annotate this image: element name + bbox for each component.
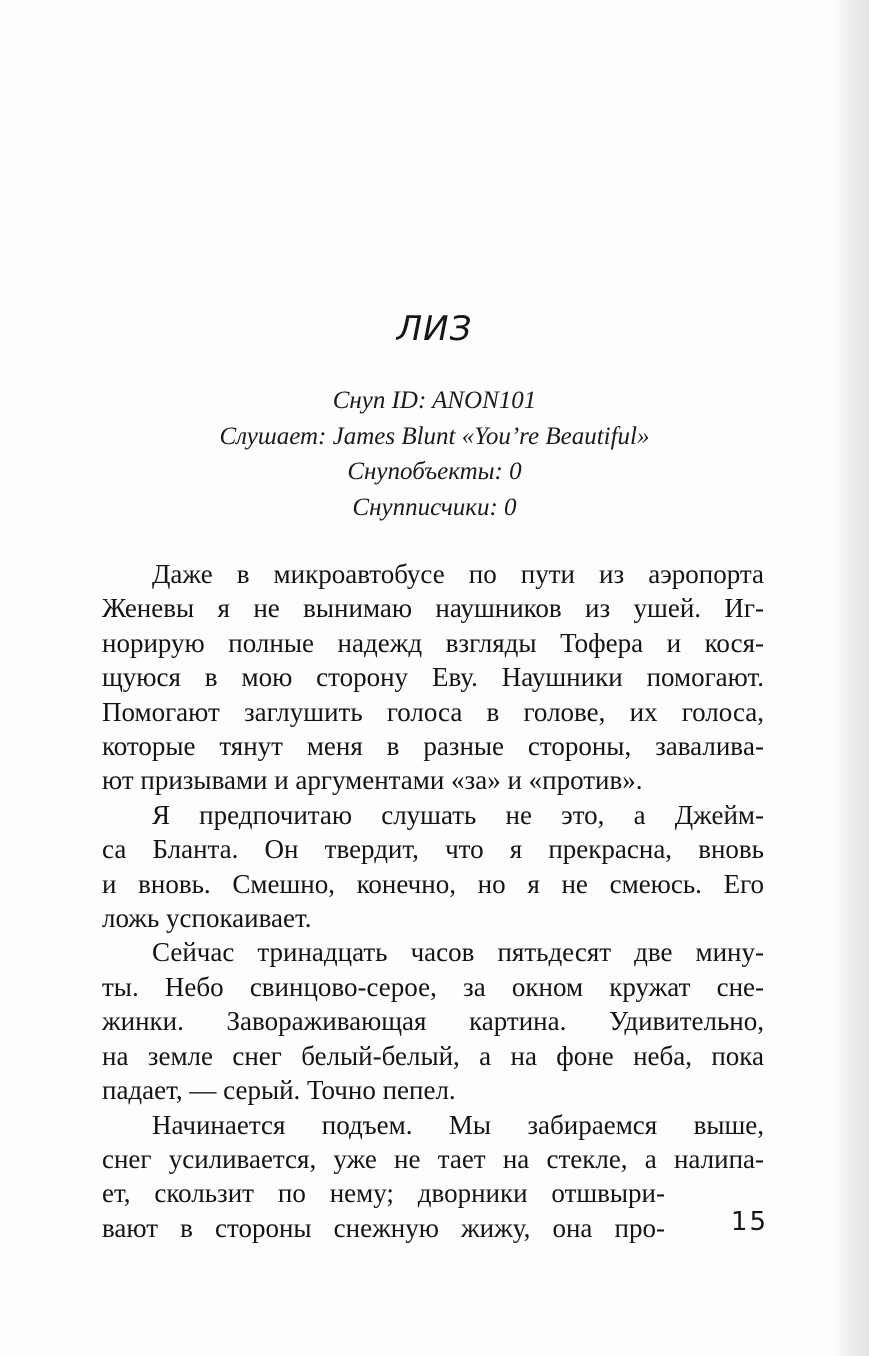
text-line: падает, — серый. Точно пепел. <box>102 1075 456 1106</box>
text-line: на земле снег белый-белый, а на фоне неба, пока <box>102 1040 764 1071</box>
text-line: Помогают заглушить голоса в голове, их голоса, <box>102 696 764 727</box>
text-line: снег усиливается, уже не тает на стекле, а налипа- <box>102 1143 764 1174</box>
snoop-writers-line: Снупписчики: 0 <box>352 493 517 521</box>
text-line: Начинается подъем. Мы забираемся выше, <box>152 1109 764 1140</box>
text-line: жинки. Завораживающая картина. Удивительно, <box>102 1006 764 1037</box>
text-line: и вновь. Смешно, конечно, но я не смеюсь. Его <box>102 868 764 899</box>
listening-line: Слушает: James Blunt «You’re Beautiful» <box>219 422 650 450</box>
text-line: ет, скользит по нему; дворники отшвыри- <box>102 1178 665 1209</box>
text-line: вают в стороны снежную жижу, она про- <box>102 1212 665 1243</box>
text-line: ют призывами и аргументами «за» и «против». <box>102 765 643 796</box>
text-line: са Бланта. Он твердит, что я прекрасна, вновь <box>102 834 764 865</box>
text-line: которые тянут меня в разные стороны, заваливa- <box>102 731 764 762</box>
text-line: Сейчас тринадцать часов пятьдесят две мину- <box>152 937 764 968</box>
snoop-objects-line: Снупобъекты: 0 <box>347 458 522 485</box>
text-line: ложь успокаивает. <box>102 903 312 934</box>
body-text <box>102 557 764 1245</box>
paragraph-4 <box>102 1108 764 1246</box>
text-line: Я предпочитаю слушать не это, а Джейм- <box>152 799 764 830</box>
snoop-id-line: Снуп ID: ANON101 <box>332 387 537 414</box>
paragraph-3 <box>102 935 764 1107</box>
text-line: Даже в микроавтобусе по пути из аэропорта <box>152 559 764 589</box>
paragraph-2 <box>102 798 764 936</box>
text-line: норирую полные надежд взгляды Тофера и кося- <box>102 627 764 658</box>
profile-info-block <box>0 383 869 525</box>
chapter-title: ЛИЗ <box>396 309 473 349</box>
page-number: 15 <box>730 1207 768 1237</box>
text-line: ты. Небо свинцово-серое, за окном кружат сне- <box>102 971 764 1002</box>
page-gutter-shadow <box>835 0 869 1356</box>
paragraph-1 <box>102 557 764 798</box>
text-line: Женевы я не вынимаю наушников из ушей. Иг- <box>102 593 764 624</box>
text-line: щуюся в мою сторону Еву. Наушники помогают. <box>102 662 764 693</box>
